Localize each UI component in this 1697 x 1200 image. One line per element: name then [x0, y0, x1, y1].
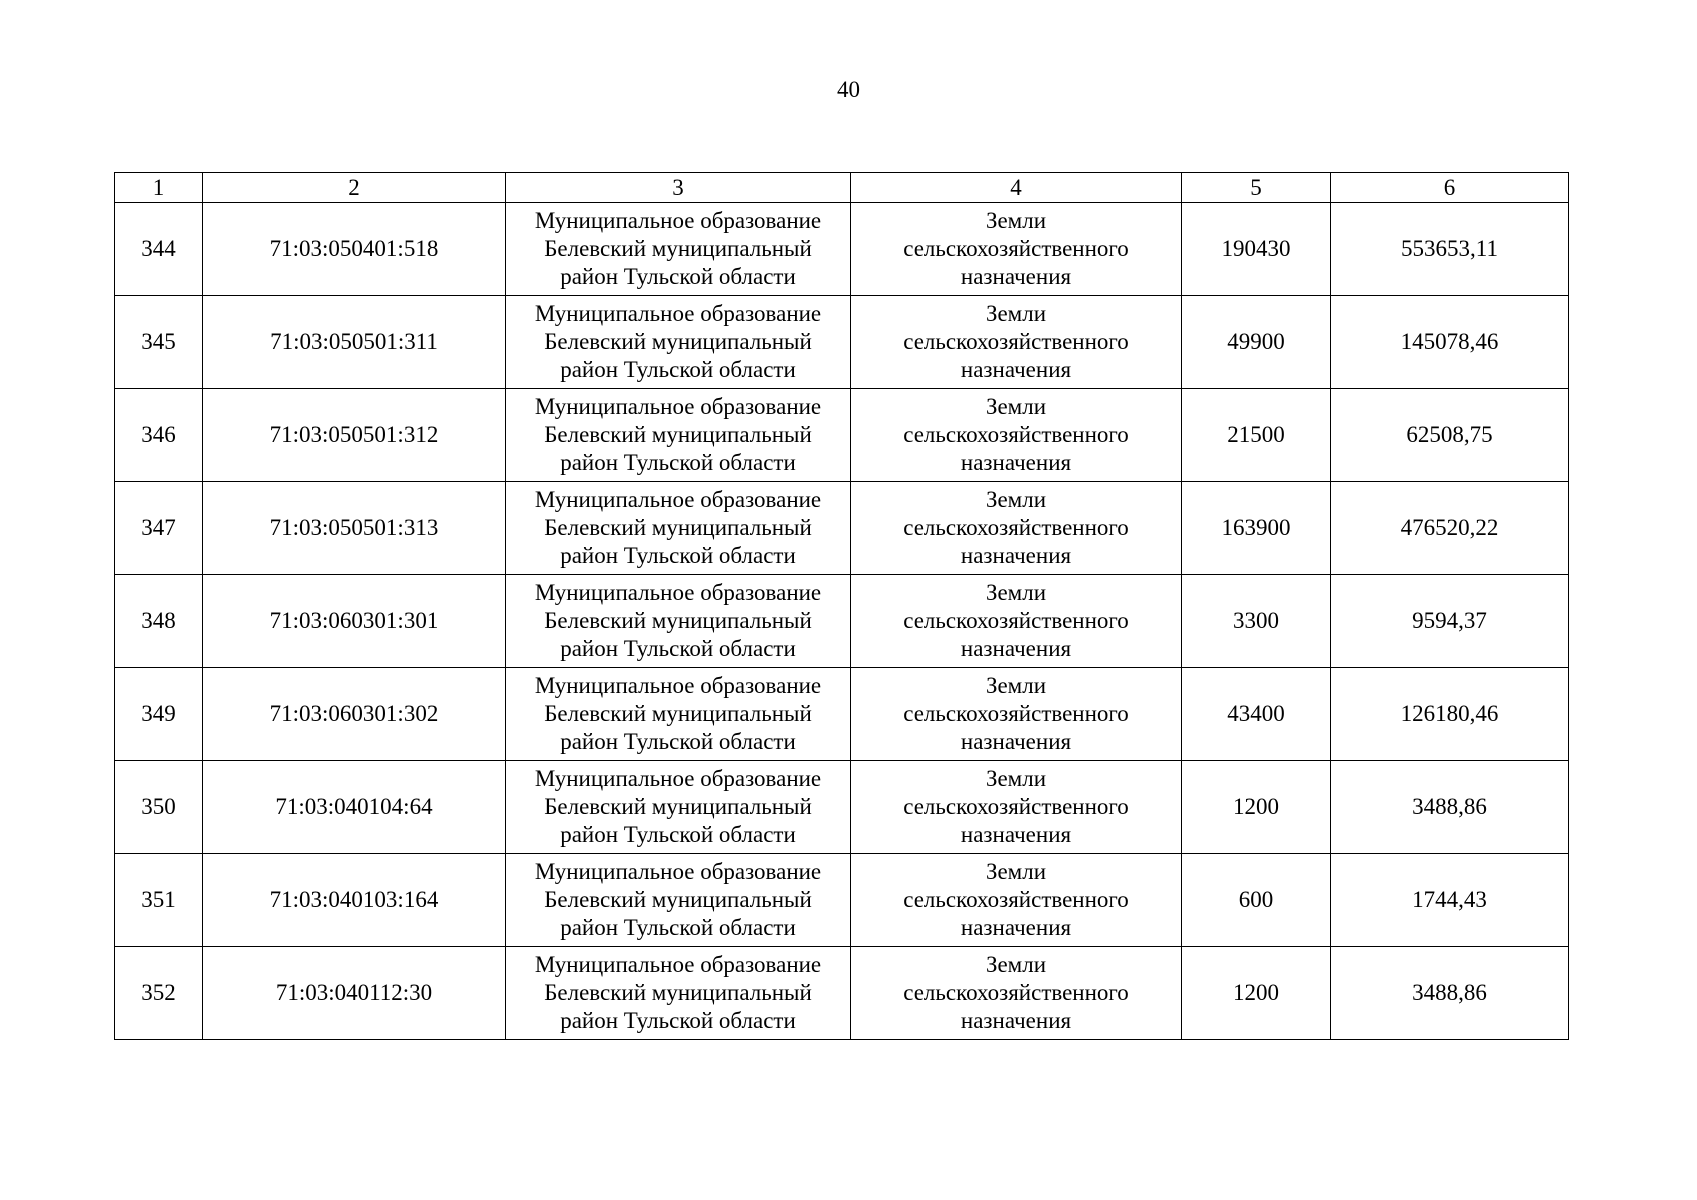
category-line: сельскохозяйственного [903, 887, 1129, 912]
table-row [115, 854, 1569, 947]
table-row [115, 296, 1569, 389]
cadastral-number-cell: 71:03:040103:164 [203, 854, 506, 947]
value-cell: 3488,86 [1331, 947, 1569, 1040]
value-cell: 3488,86 [1331, 761, 1569, 854]
category-line: назначения [960, 729, 1072, 754]
category-line: назначения [960, 264, 1072, 289]
category-line: назначения [960, 357, 1072, 382]
land-category-cell [851, 854, 1182, 947]
owner-line: Белевский муниципальный [544, 980, 812, 1005]
row-number-cell: 348 [115, 575, 203, 668]
category-line: Земли [985, 208, 1047, 233]
row-number-cell: 352 [115, 947, 203, 1040]
area-cell: 43400 [1182, 668, 1331, 761]
value-cell: 9594,37 [1331, 575, 1569, 668]
page-number: 40 [837, 77, 860, 102]
category-line: Земли [985, 952, 1047, 977]
owner-line: Белевский муниципальный [544, 887, 812, 912]
row-number-cell: 346 [115, 389, 203, 482]
category-line: назначения [960, 450, 1072, 475]
value-cell: 476520,22 [1331, 482, 1569, 575]
cadastral-number-cell: 71:03:050401:518 [203, 203, 506, 296]
row-number-cell: 349 [115, 668, 203, 761]
owner-cell [506, 296, 851, 389]
area-cell: 1200 [1182, 947, 1331, 1040]
owner-line: район Тульской области [560, 543, 796, 568]
owner-line: Муниципальное образование [534, 394, 822, 419]
area-cell: 190430 [1182, 203, 1331, 296]
land-category-cell [851, 668, 1182, 761]
land-category-cell [851, 575, 1182, 668]
owner-cell [506, 947, 851, 1040]
land-category-cell [851, 203, 1182, 296]
category-line: сельскохозяйственного [903, 794, 1129, 819]
table-row [115, 203, 1569, 296]
land-category-cell [851, 389, 1182, 482]
row-number-cell: 344 [115, 203, 203, 296]
owner-line: Белевский муниципальный [544, 608, 812, 633]
owner-line: Белевский муниципальный [544, 515, 812, 540]
row-number-cell: 351 [115, 854, 203, 947]
owner-line: Муниципальное образование [534, 766, 822, 791]
column-number-3: 3 [506, 173, 851, 203]
category-line: Земли [985, 859, 1047, 884]
category-line: назначения [960, 822, 1072, 847]
value-cell: 126180,46 [1331, 668, 1569, 761]
category-line: сельскохозяйственного [903, 236, 1129, 261]
land-category-cell [851, 761, 1182, 854]
cadastral-number-cell: 71:03:050501:313 [203, 482, 506, 575]
owner-cell [506, 389, 851, 482]
land-plots-table [114, 172, 1569, 1040]
category-line: сельскохозяйственного [903, 515, 1129, 540]
category-line: сельскохозяйственного [903, 329, 1129, 354]
area-cell: 600 [1182, 854, 1331, 947]
owner-line: Муниципальное образование [534, 208, 822, 233]
category-line: назначения [960, 1008, 1072, 1033]
category-line: Земли [985, 301, 1047, 326]
cadastral-number-cell: 71:03:040104:64 [203, 761, 506, 854]
owner-line: район Тульской области [560, 822, 796, 847]
cadastral-number-cell: 71:03:060301:302 [203, 668, 506, 761]
owner-line: Муниципальное образование [534, 859, 822, 884]
owner-line: Муниципальное образование [534, 487, 822, 512]
category-line: Земли [985, 580, 1047, 605]
owner-cell [506, 668, 851, 761]
table-row [115, 482, 1569, 575]
owner-line: район Тульской области [560, 729, 796, 754]
category-line: сельскохозяйственного [903, 980, 1129, 1005]
column-number-6: 6 [1331, 173, 1569, 203]
value-cell: 62508,75 [1331, 389, 1569, 482]
owner-line: Муниципальное образование [534, 580, 822, 605]
column-number-4: 4 [851, 173, 1182, 203]
cadastral-number-cell: 71:03:060301:301 [203, 575, 506, 668]
table-row [115, 761, 1569, 854]
column-number-row [115, 173, 1569, 203]
table-row [115, 668, 1569, 761]
owner-line: район Тульской области [560, 1008, 796, 1033]
area-cell: 49900 [1182, 296, 1331, 389]
column-number-2: 2 [203, 173, 506, 203]
category-line: сельскохозяйственного [903, 701, 1129, 726]
owner-cell [506, 761, 851, 854]
category-line: назначения [960, 915, 1072, 940]
area-cell: 163900 [1182, 482, 1331, 575]
owner-line: район Тульской области [560, 357, 796, 382]
area-cell: 3300 [1182, 575, 1331, 668]
row-number-cell: 350 [115, 761, 203, 854]
land-category-cell [851, 296, 1182, 389]
owner-line: район Тульской области [560, 264, 796, 289]
category-line: сельскохозяйственного [903, 422, 1129, 447]
category-line: назначения [960, 636, 1072, 661]
owner-cell [506, 575, 851, 668]
cadastral-number-cell: 71:03:050501:312 [203, 389, 506, 482]
owner-line: Муниципальное образование [534, 673, 822, 698]
area-cell: 21500 [1182, 389, 1331, 482]
value-cell: 1744,43 [1331, 854, 1569, 947]
row-number-cell: 347 [115, 482, 203, 575]
table-row [115, 575, 1569, 668]
value-cell: 145078,46 [1331, 296, 1569, 389]
owner-cell [506, 482, 851, 575]
owner-cell [506, 203, 851, 296]
owner-line: Муниципальное образование [534, 301, 822, 326]
column-number-1: 1 [115, 173, 203, 203]
category-line: Земли [985, 673, 1047, 698]
land-category-cell [851, 947, 1182, 1040]
cadastral-number-cell: 71:03:040112:30 [203, 947, 506, 1040]
category-line: Земли [985, 766, 1047, 791]
owner-line: район Тульской области [560, 915, 796, 940]
owner-line: Белевский муниципальный [544, 794, 812, 819]
row-number-cell: 345 [115, 296, 203, 389]
owner-line: район Тульской области [560, 636, 796, 661]
owner-cell [506, 854, 851, 947]
category-line: Земли [985, 394, 1047, 419]
owner-line: район Тульской области [560, 450, 796, 475]
table-row [115, 389, 1569, 482]
owner-line: Белевский муниципальный [544, 701, 812, 726]
owner-line: Белевский муниципальный [544, 236, 812, 261]
area-cell: 1200 [1182, 761, 1331, 854]
owner-line: Муниципальное образование [534, 952, 822, 977]
cadastral-number-cell: 71:03:050501:311 [203, 296, 506, 389]
land-category-cell [851, 482, 1182, 575]
value-cell: 553653,11 [1331, 203, 1569, 296]
column-number-5: 5 [1182, 173, 1331, 203]
owner-line: Белевский муниципальный [544, 422, 812, 447]
category-line: назначения [960, 543, 1072, 568]
category-line: сельскохозяйственного [903, 608, 1129, 633]
category-line: Земли [985, 487, 1047, 512]
owner-line: Белевский муниципальный [544, 329, 812, 354]
table-row [115, 947, 1569, 1040]
